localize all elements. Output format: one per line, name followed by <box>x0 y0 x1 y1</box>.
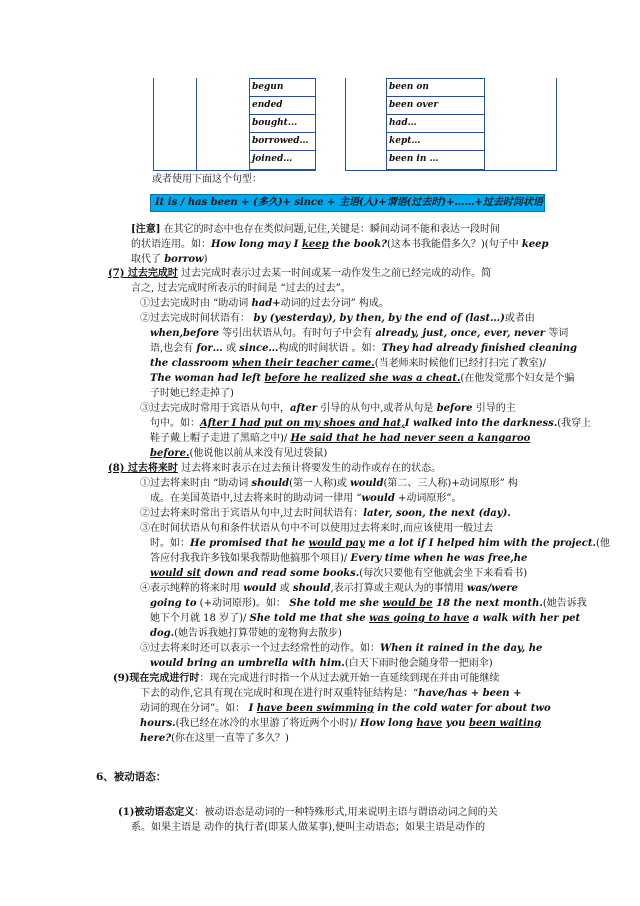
s7-point-2-line-1: ②过去完成时间状语有： by (yesterday), by then, by the end of (last…)或者由 <box>140 313 535 324</box>
s9-line-5: here?(你在这里一直等了多久？) <box>140 733 289 744</box>
table-cell: bought... <box>249 114 316 133</box>
s9-title: (9)现在完成进行时 <box>113 673 200 684</box>
s7-point-3-line-4: before.(他说他以前从来没有见过袋鼠) <box>150 448 328 459</box>
s8-point-5-line-1: ⑤过去将来时还可以表示一个过去经常性的动作。如：When it rained in the day, he <box>140 643 543 654</box>
s8-line-1: (8) 过去将来时 过去将来时表示在过去预计将要发生的动作或存在的状态。 <box>108 463 442 474</box>
s8-point-2: ②过去将来时常出于宾语从句中,过去时间状语有：later, soon, the next (day). <box>140 508 511 519</box>
s7-title: (7) 过去完成时 <box>108 268 178 279</box>
table-cell: been on <box>386 78 485 97</box>
table-cell: had… <box>386 114 485 133</box>
s8-point-3-line-1: ③在时间状语从句和条件状语从句中不可以使用过去将来时,而应该使用一般过去 <box>140 523 494 534</box>
s7-point-3-line-1: ③过去完成时常用于宾语从句中，after 引导的从句中,或者从句是 before 引导的主 <box>140 403 516 414</box>
table-cell: borrowed… <box>249 132 316 151</box>
table-cell: kept… <box>386 132 485 151</box>
table-cell: been in … <box>386 150 485 170</box>
s7-line-1: (7) 过去完成时 过去完成时表示过去某一时间或某一动作发生之前已经完成的动作。简 <box>108 268 492 279</box>
s8-point-5-line-2: would bring an umbrella with him.(白天下雨时他会随身带一把雨伞) <box>150 658 493 669</box>
table-cell: been over <box>386 96 485 115</box>
formula-box: It is / has been + (多久)+ since + 主语(人)+谓语(过去时)+……+过去时间状语 <box>150 194 545 212</box>
s9-line-1: (9)现在完成进行时：现在完成进行时指一个从过去就开始一直延续到现在并由可能继续 <box>113 673 500 684</box>
s7-point-2-line-5: The woman had left before he realized she was a cheat.(在他发觉那个妇女是个骗 <box>150 373 575 384</box>
s8-point-4-line-3: 她下个月就 18 岁了)/ She told me that she was going to have a walk with her pet <box>150 613 581 624</box>
s9-line-2: 下去的动作,它具有现在完成时和现在进行时双重特征结构是：“have/has + been + <box>140 688 522 699</box>
s8-point-4-line-2: going to (+动词原形)。如： She told me she would be 18 the next month.(她告诉我 <box>150 598 587 609</box>
note-line-3: 取代了 borrow) <box>131 254 208 265</box>
s7-line-2: 言之, 过去完成时所表示的时间是 “过去的过去”。 <box>131 283 351 294</box>
s8-point-3-line-4: would sit down and read some books.(每次只要他有空他就会坐下来看看书) <box>150 568 528 579</box>
s7-point-3-line-2: 句中。如：After I had put on my shoes and hat,I walked into the darkness.(我穿上 <box>150 418 592 429</box>
s7-point-2-line-2: when,before 等引出状语从句。有时句子中会有 already, just, once, ever, never 等词 <box>150 328 569 339</box>
table-cell: ended <box>249 96 316 115</box>
s8-point-3-line-3: 答应付我我许多钱如果我帮助他搞那个项目)/ Every time when he was free,he <box>150 553 528 564</box>
s8-point-3-line-2: 时。如：He promised that he would pay me a lot if I helped him with the project.(他 <box>150 538 610 549</box>
s8-title: (8) 过去将来时 <box>108 463 178 474</box>
s7-point-1: ①过去完成时由 “助动词 had+动词的过去分词” 构成。 <box>140 298 389 309</box>
table-cell: begun <box>249 78 316 97</box>
note-line-2: 的状语连用。如：How long may I keep the book?(这本书我能借多久？)(句子中 keep <box>131 239 549 250</box>
s8-point-1-line-1: ①过去将来时由 “助动词 should(第一人称)或 would(第二、三人称)+动词原形” 构 <box>140 478 518 489</box>
note-line-1: [注意] 在其它的时态中也存在类似问题,记住,关键是：瞬间动词不能和表达一段时间 <box>131 224 501 235</box>
s9-line-4: hours.(我已经在冰冷的水里游了将近两个小时)/ How long have you been waiting <box>140 718 542 729</box>
alt-pattern-intro: 或者使用下面这个句型： <box>152 174 262 185</box>
s9-line-3: 动词的现在分词”。如： I have been swimming in the cold water for about two <box>140 703 551 714</box>
s7-point-2-line-4: the classroom when their teacher came.(当老师来时候他们已经打扫完了教室)/ <box>150 358 546 369</box>
table-cell: joined… <box>249 150 316 170</box>
passive-line-2: 系。如果主语是 动作的执行者(即某人做某事),便叫主动语态；如果主语是动作的 <box>131 822 486 833</box>
s8-point-1-line-2: 成。在美国英语中,过去将来时的助动词一律用 “would +动词原形”。 <box>150 493 462 504</box>
s8-point-4-line-1: ④表示纯粹的将来时用 would 或 should,表示打算或主观认为的事情用 was/were <box>140 583 518 594</box>
s8-point-4-line-4: dog.(她告诉我她打算带她的宠物狗去散步) <box>150 628 342 639</box>
s7-point-2-line-6: 子时她已经走掉了) <box>150 388 234 399</box>
passive-line-1: (1)被动语态定义：被动语态是动词的一种特殊形式,用来说明主语与谓语动词之间的关 <box>118 807 498 818</box>
s7-point-3-line-3: 鞋子戴上帽子走进了黑暗之中)/ He said that he had never seen a kangaroo <box>150 433 531 444</box>
heading-passive-voice: 6、被动语态： <box>96 771 167 783</box>
s7-point-2-line-3: 语,也会有 for… 或 since…构成的时间状语 。如：They had already finished cleaning <box>150 343 578 354</box>
